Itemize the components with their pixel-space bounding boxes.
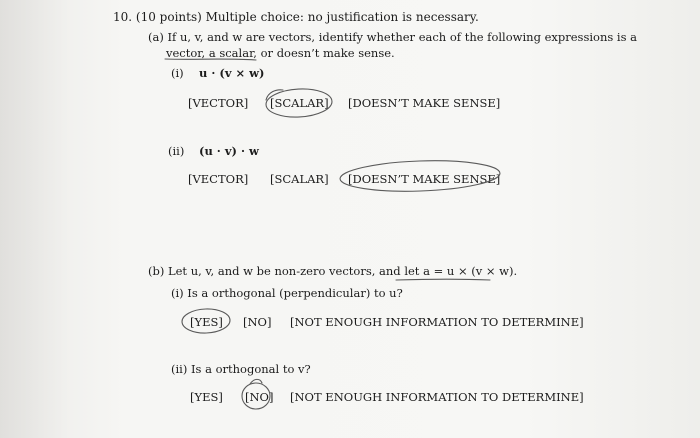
part-a-ii-option-scalar[interactable]: [SCALAR]	[270, 172, 329, 186]
part-a-i-expression: u · (v × w)	[199, 66, 265, 80]
part-a-i-label: (i)	[171, 66, 184, 80]
part-a-ii-option-vector[interactable]: [VECTOR]	[188, 172, 249, 186]
part-b-ii-question: (ii) Is a orthogonal to v?	[171, 362, 311, 376]
part-a-ii-expression: (u · v) · w	[199, 144, 259, 158]
part-b-i-option-yes[interactable]: [YES]	[190, 315, 223, 329]
part-a-intro-line2: vector, a scalar, or doesn’t make sense.	[166, 46, 395, 60]
part-a-i-option-scalar[interactable]: [SCALAR]	[270, 96, 329, 110]
part-b-ii-option-no[interactable]: [NO]	[245, 390, 274, 404]
part-b-ii-option-yes[interactable]: [YES]	[190, 390, 223, 404]
underline-a-definition	[396, 279, 490, 280]
part-a-ii-option-doesnt-make-sense[interactable]: [DOESN’T MAKE SENSE]	[348, 172, 501, 186]
page-shadow	[0, 0, 70, 438]
part-b-i-option-not-enough-info[interactable]: [NOT ENOUGH INFORMATION TO DETERMINE]	[290, 315, 584, 329]
part-b-ii-option-not-enough-info[interactable]: [NOT ENOUGH INFORMATION TO DETERMINE]	[290, 390, 584, 404]
circle-no-tail	[250, 379, 262, 384]
part-a-i-option-doesnt-make-sense[interactable]: [DOESN’T MAKE SENSE]	[348, 96, 501, 110]
part-b-i-option-no[interactable]: [NO]	[243, 315, 272, 329]
part-a-i-option-vector[interactable]: [VECTOR]	[188, 96, 249, 110]
part-b-i-question: (i) Is a orthogonal (perpendicular) to u?	[171, 286, 403, 300]
question-header: 10. (10 points) Multiple choice: no justification is necessary.	[113, 10, 479, 24]
part-a-intro-line1: (a) If u, v, and w are vectors, identify whether each of the following expressions is a	[148, 30, 638, 44]
part-a-ii-label: (ii)	[168, 144, 185, 158]
part-b-intro: (b) Let u, v, and w be non-zero vectors, and let a = u × (v × w).	[148, 264, 518, 278]
